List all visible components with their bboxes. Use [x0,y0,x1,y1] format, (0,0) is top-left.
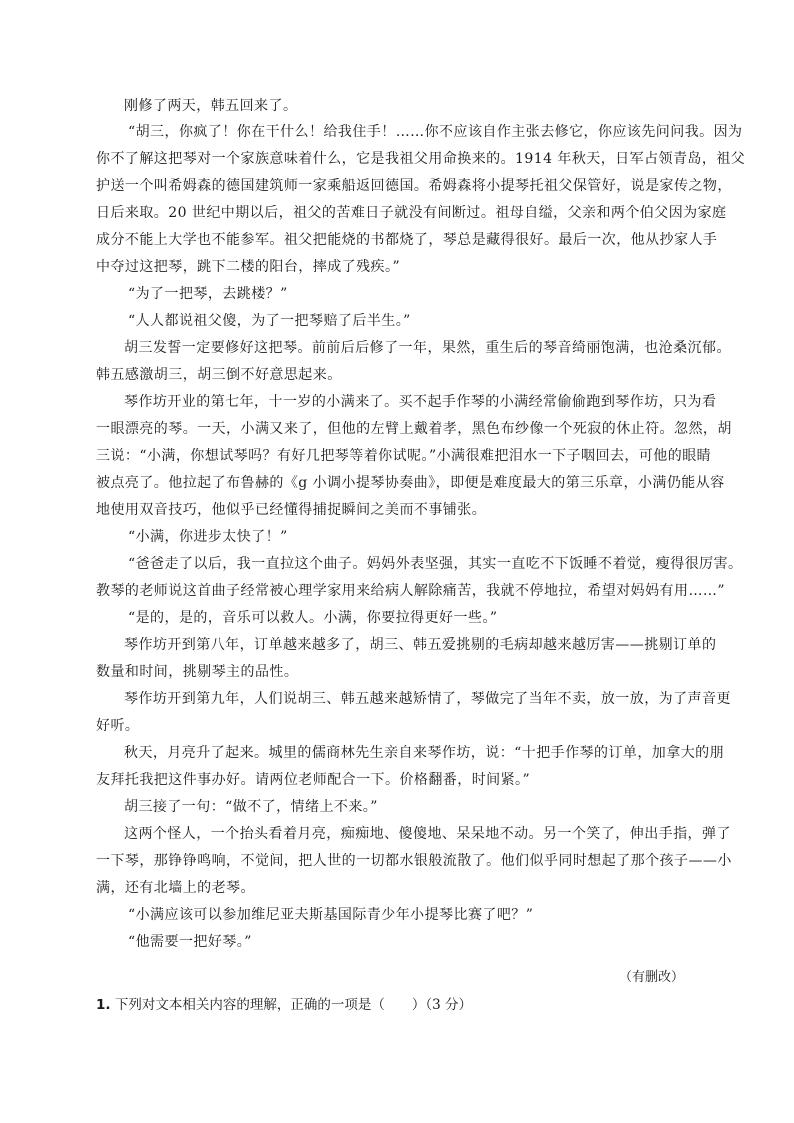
paragraph-line: “小满，你进步太快了！” [128,529,288,545]
paragraph-line: 被点亮了。他拉起了布鲁赫的《g 小调小提琴协奏曲》，即便是难度最大的第三乐章，小满仍能从容 [96,475,725,491]
paragraph-line: 刚修了两天，韩五回来了。 [124,98,298,114]
paragraph-line: 地使用双音技巧，他似乎已经懂得捕捉瞬间之美而不事铺张。 [96,502,487,518]
paragraph-line: “爸爸走了以后，我一直拉这个曲子。妈妈外表坚强，其实一直吃不下饭睡不着觉，瘦得很厉害。 [128,556,743,572]
question-1 [96,995,472,1015]
paragraph-line: “他需要一把好琴。” [128,934,252,950]
paragraph-line: 教琴的老师说这首曲子经常被心理学家用来给病人解除痛苦，我就不停地拉，希望对妈妈有用……” [96,583,725,599]
source-note: （有删改） [618,970,684,985]
question-text: 下列对文本相关内容的理解，正确的一项是（ ）（3 分） [110,997,472,1013]
paragraph-line: 这两个怪人，一个抬头看着月亮，痴痴地、傻傻地、呆呆地不动。另一个笑了，伸出手指，弹了 [124,826,731,842]
paragraph-line: 一眼漂亮的琴。一天，小满又来了，但他的左臂上戴着孝，黑色布纱像一个死寂的休止符。忽然，胡 [96,421,732,437]
paragraph-line: 成分不能上大学也不能参军。祖父把能烧的书都烧了，琴总是藏得很好。最后一次，他从抄家人手 [96,232,718,248]
paragraph-line: 胡三发誓一定要修好这把琴。前前后后修了一年，果然，重生后的琴音绮丽饱满，也沧桑沉郁。 [124,340,731,356]
paragraph-line: 友拜托我把这件事办好。请两位老师配合一下。价格翻番，时间紧。” [96,772,531,788]
paragraph-line: 中夺过这把琴，跳下二楼的阳台，摔成了残疾。” [96,259,401,275]
paragraph-line: 三说：“小满，你想试琴吗？有好几把琴等着你试呢。”小满很难把泪水一下子咽回去，可他的眼睛 [96,448,712,464]
paragraph-line: 好听。 [96,718,140,734]
paragraph-line: 你不了解这把琴对一个家族意味着什么，它是我祖父用命换来的。1914 年秋天，日军占领青岛，祖父 [96,151,746,167]
paragraph-line: 日后来取。20 世纪中期以后，祖父的苦难日子就没有间断过。祖母自缢，父亲和两个伯父因为家庭 [96,205,727,221]
paragraph-line: 护送一个叫希姆森的德国建筑师一家乘船返回德国。希姆森将小提琴托祖父保管好，说是家传之物， [96,178,732,194]
paragraph-line: “是的，是的，音乐可以救人。小满，你要拉得更好一些。” [128,610,498,626]
question-number: 1. [96,997,111,1013]
paragraph-line: “胡三，你疯了！你在干什么！给我住手！……你不应该自作主张去修它，你应该先问问我。因为 [128,124,743,140]
paragraph-line: 一下琴，那铮铮鸣响，不觉间，把人世的一切都水银般流散了。他们似乎同时想起了那个孩子——小 [96,853,732,869]
paragraph-line: 琴作坊开到第八年，订单越来越多了，胡三、韩五爱挑剔的毛病却越来越厉害——挑剔订单的 [124,637,717,653]
paragraph-line: “人人都说祖父傻，为了一把琴赔了后半生。” [128,313,411,329]
paragraph-line: 秋天，月亮升了起来。城里的儒商林先生亲自来琴作坊，说：“十把手作琴的订单，加拿大的朋 [124,745,725,761]
paragraph-line: 琴作坊开业的第七年，十一岁的小满来了。买不起手作琴的小满经常偷偷跑到琴作坊，只为看 [124,394,717,410]
paragraph-line: “为了一把琴，去跳楼？” [128,286,288,302]
paragraph-line: 数量和时间，挑剔琴主的品性。 [96,664,299,680]
paragraph-line: “小满应该可以参加维尼亚夫斯基国际青少年小提琴比赛了吧？” [128,907,534,923]
paragraph-line: 韩五感激胡三，胡三倒不好意思起来。 [96,367,342,383]
paragraph-line: 满，还有北墙上的老琴。 [96,880,255,896]
paragraph-line: 胡三接了一句：“做不了，情绪上不来。” [124,799,378,815]
paragraph-line: 琴作坊开到第九年，人们说胡三、韩五越来越矫情了，琴做完了当年不卖，放一放，为了声音更 [124,691,731,707]
